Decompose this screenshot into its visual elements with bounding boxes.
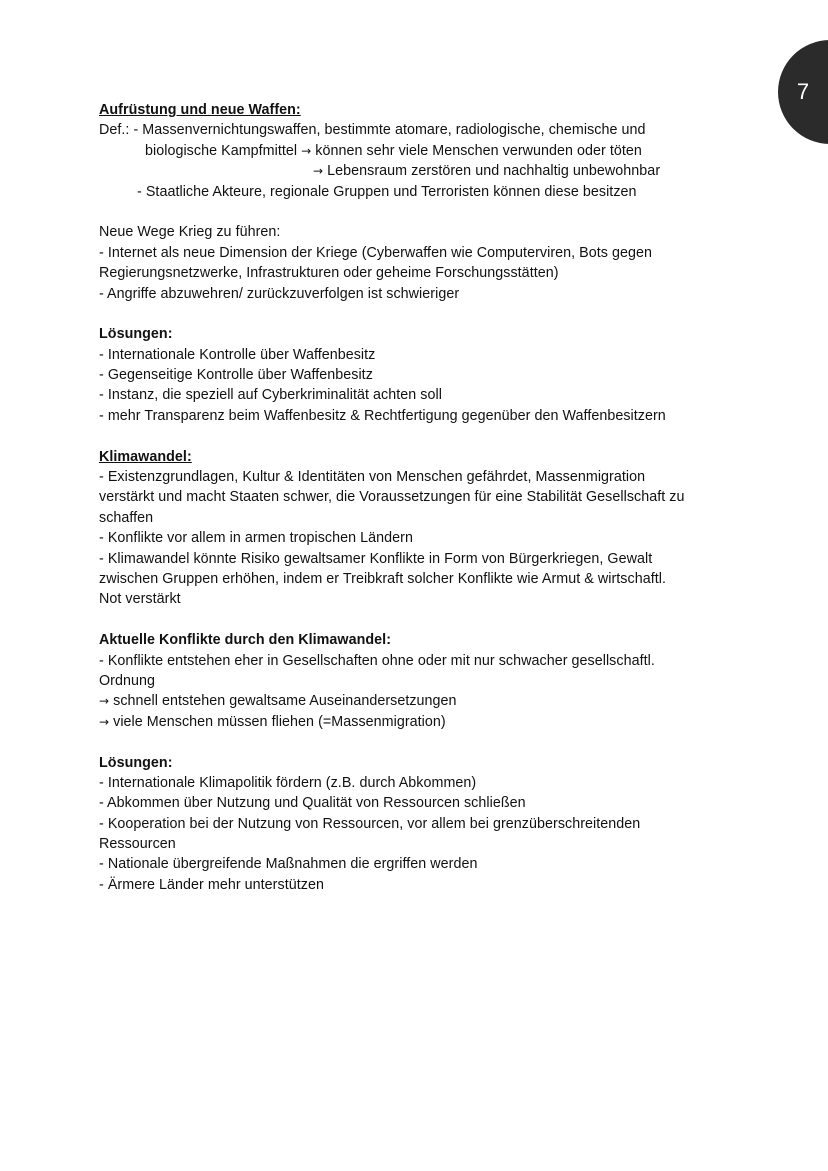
list-item: - Klimawandel könnte Risiko gewaltsamer Konflikte in Form von Bürgerkriegen, Gewalt xyxy=(99,550,653,567)
list-item: verstärkt und macht Staaten schwer, die Voraussetzungen für eine Stabilität Gesellschaft zu xyxy=(99,489,685,506)
list-item: - Ärmere Länder mehr unterstützen xyxy=(99,876,324,893)
list-item-text: viele Menschen müssen fliehen (=Massenmigration) xyxy=(109,713,446,730)
list-item-text: schnell entstehen gewaltsame Auseinandersetzungen xyxy=(109,693,457,710)
definition-line: - Staatliche Akteure, regionale Gruppen und Terroristen können diese besitzen xyxy=(137,183,637,200)
list-item: - mehr Transparenz beim Waffenbesitz & Rechtfertigung gegenüber den Waffenbesitzern xyxy=(99,407,666,424)
section-heading-aktuelle-konflikte: Aktuelle Konflikte durch den Klimawandel: xyxy=(99,632,392,649)
list-item: - Kooperation bei der Nutzung von Ressourcen, vor allem bei grenzüberschreitenden xyxy=(99,815,641,832)
list-item: - Nationale übergreifende Maßnahmen die ergriffen werden xyxy=(99,856,478,873)
arrow-right-icon: → xyxy=(99,714,110,729)
list-item: - Konflikte entstehen eher in Gesellschaften ohne oder mit nur schwacher gesellschaftl. xyxy=(99,652,655,669)
arrow-right-icon: → xyxy=(301,143,312,158)
page-number: 7 xyxy=(796,79,810,104)
section-heading-loesungen: Lösungen: xyxy=(99,754,173,771)
list-item: - Konflikte vor allem in armen tropischen Ländern xyxy=(99,530,413,547)
definition-line xyxy=(99,141,759,161)
section-heading-neue-wege: Neue Wege Krieg zu führen: xyxy=(99,224,281,241)
list-item xyxy=(99,712,759,732)
list-item: - Angriffe abzuwehren/ zurückzuverfolgen ist schwieriger xyxy=(99,285,460,302)
list-item: Not verstärkt xyxy=(99,591,181,608)
definition-text: biologische Kampfmittel xyxy=(145,142,298,159)
definition-text: können sehr viele Menschen verwunden oder töten xyxy=(311,142,642,159)
definition-text: Lebensraum zerstören und nachhaltig unbewohnbar xyxy=(323,163,661,180)
section-heading-klimawandel: Klimawandel: xyxy=(99,448,192,465)
list-item: - Internationale Kontrolle über Waffenbesitz xyxy=(99,346,376,363)
definition-line xyxy=(99,161,759,181)
list-item: Ordnung xyxy=(99,672,155,689)
section-heading-loesungen: Lösungen: xyxy=(99,326,173,343)
list-item: - Existenzgrundlagen, Kultur & Identitäten von Menschen gefährdet, Massenmigration xyxy=(99,469,646,486)
list-item: Regierungsnetzwerke, Infrastrukturen oder geheime Forschungsstätten) xyxy=(99,265,559,282)
arrow-right-icon: → xyxy=(99,694,110,709)
list-item: - Abkommen über Nutzung und Qualität von Ressourcen schließen xyxy=(99,795,526,812)
list-item: - Gegenseitige Kontrolle über Waffenbesitz xyxy=(99,367,373,384)
document-body xyxy=(99,100,759,895)
list-item: Ressourcen xyxy=(99,836,176,853)
list-item: - Instanz, die speziell auf Cyberkriminalität achten soll xyxy=(99,387,442,404)
list-item: schaffen xyxy=(99,509,154,526)
section-heading-aufruestung: Aufrüstung und neue Waffen: xyxy=(99,102,301,118)
list-item: - Internet als neue Dimension der Kriege (Cyberwaffen wie Computerviren, Bots gegen xyxy=(99,244,653,261)
arrow-right-icon: → xyxy=(313,164,324,179)
list-item: - Internationale Klimapolitik fördern (z.B. durch Abkommen) xyxy=(99,774,477,791)
list-item: zwischen Gruppen erhöhen, indem er Treibkraft solcher Konflikte wie Armut & wirtschaftl. xyxy=(99,570,666,587)
list-item xyxy=(99,691,759,711)
definition-line: Def.: - Massenvernichtungswaffen, bestimmte atomare, radiologische, chemische und xyxy=(99,122,646,139)
